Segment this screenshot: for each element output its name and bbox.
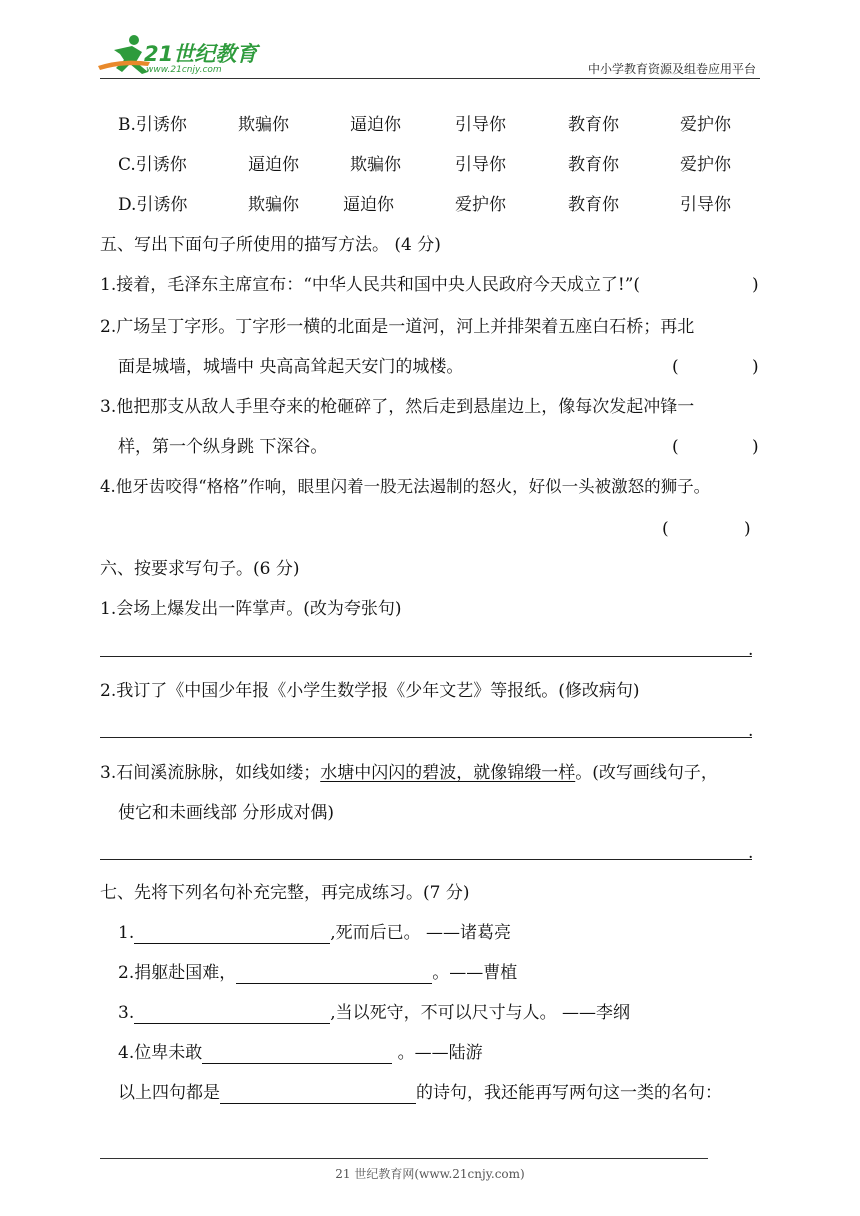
question-text: ,当以死守，不可以尺寸与人。 ——李纲 [330,1003,631,1023]
section-7-title: 七、先将下列名句补充完整，再完成练习。(7 分) [100,883,470,903]
option-item: 欺骗你 [350,155,401,175]
fill-blank[interactable] [202,1045,392,1064]
answer-line[interactable] [100,737,752,738]
fill-blank[interactable] [134,1005,330,1024]
answer-line[interactable] [100,656,752,657]
logo-url: www.21cnjy.com [146,65,222,75]
question-6-3-line1 [100,762,718,784]
option-item: 逼迫你 [343,195,394,215]
question-5-1: 1.接着，毛泽东主席宣布：“中华人民共和国中央人民政府今天成立了!”( [100,275,641,295]
question-text: 4.位卑未敢 [118,1043,203,1063]
question-7-4 [118,1042,483,1064]
question-5-3-line1: 3.他把那支从敌人手里夺来的枪砸碎了，然后走到悬崖边上，像每次发起冲锋一 [100,397,695,417]
answer-paren-close: ) [752,357,759,377]
question-5-3-line2: 样，第一个纵身跳 下深谷。 [118,437,328,457]
option-item: 欺骗你 [248,195,299,215]
answer-paren-close: ) [744,519,751,539]
question-6-1: 1.会场上爆发出一阵掌声。(改为夸张句) [100,599,402,619]
question-number: 3. [118,1003,135,1023]
question-7-3 [118,1002,630,1024]
section-5-title: 五、写出下面句子所使用的描写方法。 (4 分) [100,235,441,255]
question-text: 。——陆游 [392,1043,483,1063]
line-end-period: . [748,640,754,660]
footer-divider [100,1158,708,1159]
option-item: 引导你 [680,195,731,215]
option-item: 教育你 [568,195,619,215]
question-text: 。——曹植 [432,963,518,983]
option-label: C.引诱你 [118,155,187,175]
option-item: 爱护你 [680,115,731,135]
option-label: D.引诱你 [118,195,188,215]
question-number: 1. [118,923,135,943]
question-text: 以上四句都是 [118,1083,220,1103]
question-text: 的诗句，我还能再写两句这一类的名句： [416,1083,722,1103]
question-7-1 [118,922,511,944]
summary-question [118,1082,722,1104]
fill-blank[interactable] [134,925,330,944]
underlined-sentence: 水塘中闪闪的碧波，就像锦缎一样 [320,763,576,783]
section-6-title: 六、按要求写句子。(6 分) [100,559,300,579]
answer-paren-open: ( [662,519,669,539]
platform-name: 中小学教育资源及组卷应用平台 [587,62,756,76]
question-text: 3.石间溪流脉脉，如线如缕； [100,763,321,783]
option-item: 引导你 [455,155,506,175]
question-5-2-line1: 2.广场呈丁字形。丁字形一横的北面是一道河，河上并排架着五座白石桥；再北 [100,317,695,337]
option-item: 教育你 [568,155,619,175]
answer-paren-open: ( [672,437,679,457]
question-6-2: 2.我订了《中国少年报《小学生数学报《少年文艺》等报纸。(修改病句) [100,681,640,701]
header-divider [100,78,760,79]
footer-text: 21 世纪教育网(www.21cnjy.com) [335,1167,525,1181]
answer-paren-close: ) [752,275,759,295]
answer-line[interactable] [100,859,752,860]
question-text: 2.捐躯赴国难， [118,963,237,983]
question-5-2-line2: 面是城墙，城墙中 央高高耸起天安门的城楼。 [118,357,464,377]
answer-paren-close: ) [752,437,759,457]
option-item: 教育你 [568,115,619,135]
question-5-4: 4.他牙齿咬得“格格”作响，眼里闪着一股无法遏制的怒火，好似一头被激怒的狮子。 [100,477,711,496]
line-end-period: . [748,721,754,741]
option-item: 欺骗你 [238,115,289,135]
option-item: 爱护你 [680,155,731,175]
fill-blank[interactable] [236,965,432,984]
option-item: 引导你 [455,115,506,135]
answer-paren-open: ( [672,357,679,377]
question-text: ,死而后已。 ——诸葛亮 [330,923,512,943]
fill-blank[interactable] [220,1085,416,1104]
logo-title: 21世纪教育 [144,42,258,66]
question-7-2 [118,962,517,984]
question-6-3-line2: 使它和未画线部 分形成对偶) [118,803,335,823]
option-item: 爱护你 [455,195,506,215]
question-instruction: 。(改写画线句子， [575,763,718,783]
option-item: 逼迫你 [350,115,401,135]
site-logo [92,32,267,82]
option-item: 逼迫你 [248,155,299,175]
line-end-period: . [748,843,754,863]
option-label: B.引诱你 [118,115,187,135]
